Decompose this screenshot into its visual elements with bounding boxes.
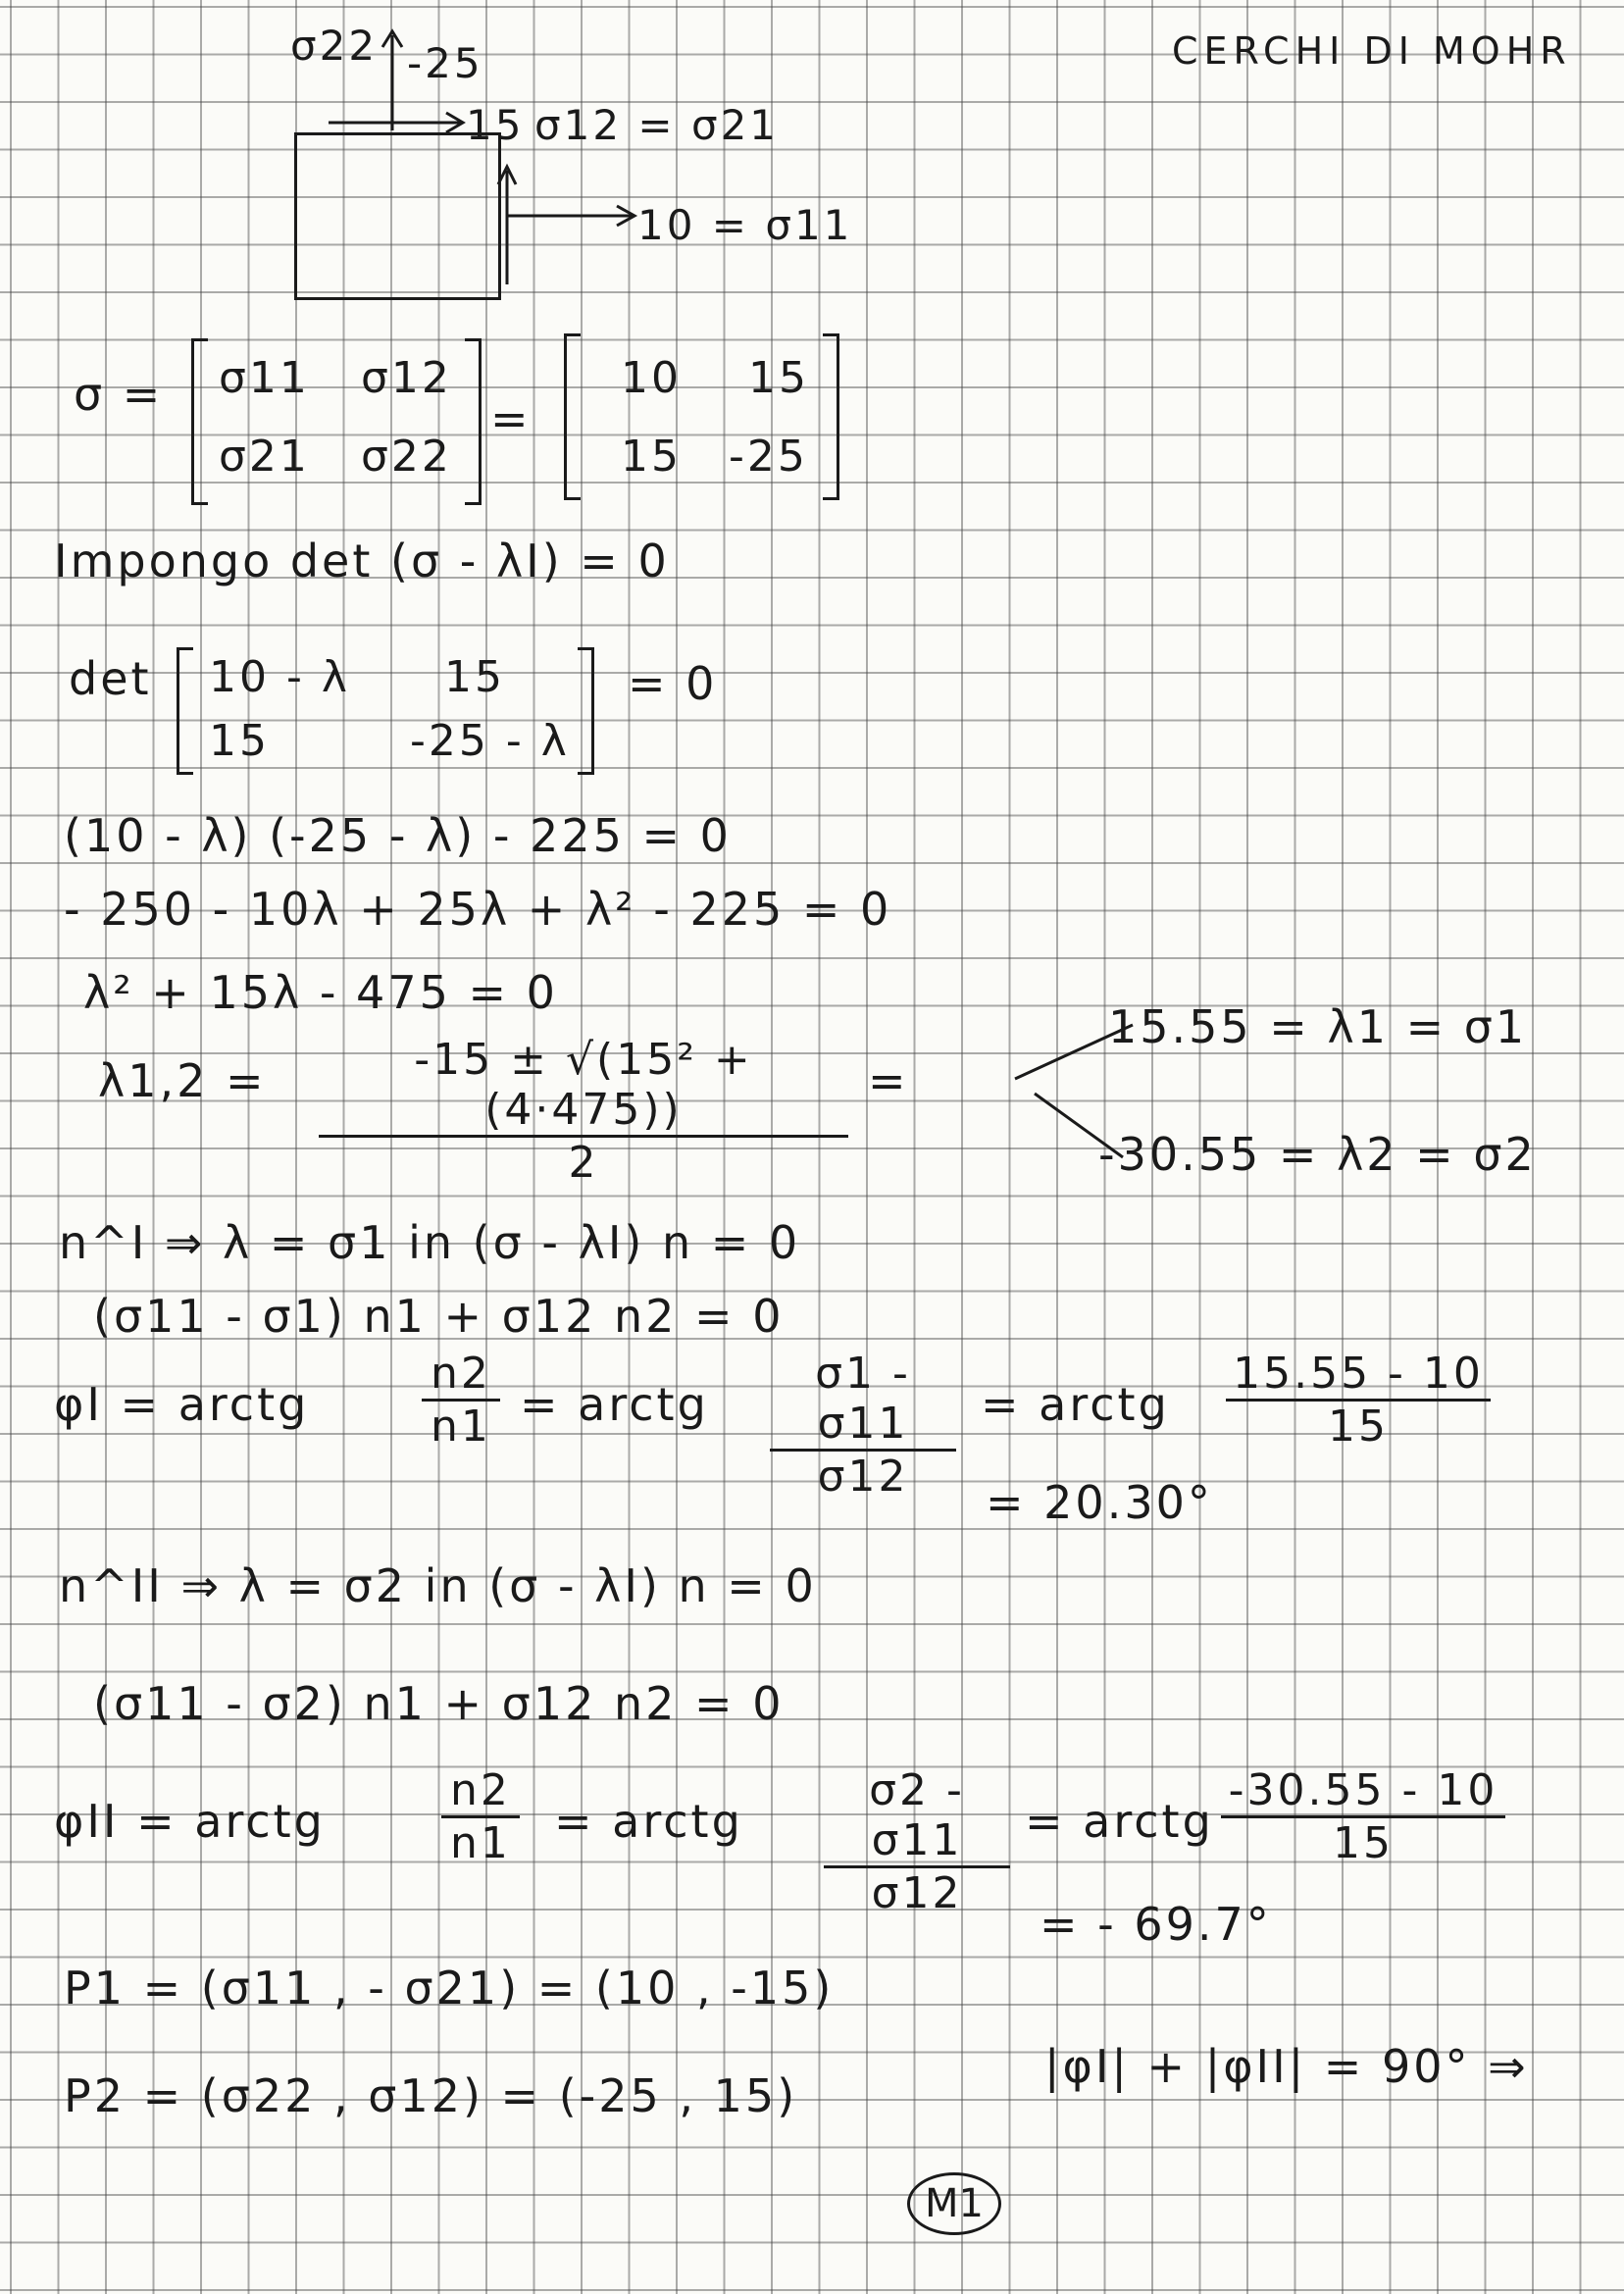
matrix-cell: σ22 [361, 432, 452, 482]
det-equals-zero: = 0 [628, 657, 718, 710]
element-square [294, 132, 501, 300]
matrix-cell: -25 [729, 432, 808, 482]
tensor-numeric-matrix [564, 333, 839, 500]
phi1-eq-arctg-2: = arctg [981, 1378, 1170, 1431]
frac-den: σ12 [817, 1452, 909, 1502]
roots-denominator: 2 [568, 1138, 599, 1188]
value-sigma11: 10 = σ11 [637, 201, 853, 249]
phi2-frac-num [1221, 1765, 1505, 1868]
phi1-result: = 20.30° [986, 1476, 1213, 1529]
matrix-cell: -25 - λ [410, 716, 570, 766]
phi2-eq-arctg: = arctg [554, 1795, 743, 1848]
phi2-frac-sigma [824, 1765, 1010, 1918]
frac-num: 15.55 - 10 [1233, 1349, 1484, 1399]
eig2-line-1: n^II ⇒ λ = σ2 in (σ - λI) n = 0 [59, 1559, 817, 1612]
matrix-cell: 10 [621, 353, 682, 403]
eig1-line-2: (σ11 - σ1) n1 + σ12 n2 = 0 [93, 1290, 785, 1343]
quadratic-line: λ² + 15λ - 475 = 0 [83, 966, 558, 1019]
phi1-eq-arctg: = arctg [520, 1378, 709, 1431]
det-matrix [177, 647, 594, 775]
arrow-sigma12-icon [324, 103, 471, 142]
tensor-symbolic-matrix [191, 338, 482, 505]
arrow-sigma11-icon [495, 157, 642, 294]
frac-num: n2 [431, 1349, 491, 1399]
point-p2: P2 = (σ22 , σ12) = (-25 , 15) [64, 2069, 798, 2122]
phi1-frac-n [422, 1349, 500, 1452]
lambda1-result: 15.55 = λ1 = σ1 [1108, 1000, 1528, 1053]
det-label: det [69, 652, 152, 705]
phi1-label: φI = arctg [54, 1378, 310, 1431]
value-sigma22: -25 [407, 39, 483, 87]
impose-line: Impongo det (σ - λI) = 0 [54, 535, 670, 587]
matrix-cell: 15 [621, 432, 682, 482]
phi2-eq-arctg-2: = arctg [1025, 1795, 1214, 1848]
phi1-frac-sigma [770, 1349, 956, 1502]
matrix-cell: σ12 [361, 353, 452, 403]
matrix-cell: 15 [748, 353, 809, 403]
roots-lhs: λ1,2 = [98, 1054, 267, 1107]
matrix-cell: 10 - λ [209, 652, 350, 702]
tensor-lhs: σ = [74, 368, 164, 421]
page-number: M1 [925, 2181, 984, 2226]
expand-line-1: (10 - λ) (-25 - λ) - 225 = 0 [64, 809, 732, 862]
point-p1: P1 = (σ11 , - σ21) = (10 , -15) [64, 1962, 835, 2014]
phi2-result: = - 69.7° [1040, 1898, 1272, 1951]
frac-num: n2 [450, 1765, 511, 1815]
frac-num: -30.55 - 10 [1228, 1765, 1498, 1815]
frac-den: σ12 [871, 1868, 963, 1918]
phi2-label: φII = arctg [54, 1795, 326, 1848]
frac-num: σ2 - σ11 [869, 1765, 965, 1865]
page-number-badge [907, 2172, 1001, 2235]
phi1-frac-num [1226, 1349, 1491, 1452]
frac-den: 15 [1328, 1402, 1389, 1452]
expand-line-2: - 250 - 10λ + 25λ + λ² - 225 = 0 [64, 883, 892, 936]
label-sigma12: σ12 = σ21 [534, 101, 780, 149]
frac-num: σ1 - σ11 [815, 1349, 911, 1449]
frac-den: n1 [450, 1818, 511, 1868]
label-sigma22: σ22 [290, 22, 379, 70]
value-sigma12: 15 [466, 101, 525, 149]
roots-fraction [319, 1035, 848, 1188]
matrix-cell: σ21 [219, 432, 310, 482]
matrix-cell: 15 [444, 652, 505, 702]
eig2-line-2: (σ11 - σ2) n1 + σ12 n2 = 0 [93, 1677, 785, 1730]
phi2-frac-n [441, 1765, 520, 1868]
tensor-equals: = [490, 392, 532, 445]
frac-den: 15 [1333, 1818, 1394, 1868]
roots-numerator: -15 ± √(15² + (4·475)) [414, 1035, 753, 1135]
lambda2-result: -30.55 = λ2 = σ2 [1098, 1128, 1537, 1181]
matrix-cell: σ11 [219, 353, 310, 403]
matrix-cell: 15 [209, 716, 270, 766]
angle-check: |φI| + |φII| = 90° ⇒ [1044, 2040, 1529, 2093]
roots-equals: = [868, 1054, 909, 1107]
eig1-line-1: n^I ⇒ λ = σ1 in (σ - λI) n = 0 [59, 1216, 801, 1269]
page-title: CERCHI DI MOHR [1172, 29, 1572, 73]
frac-den: n1 [431, 1402, 491, 1452]
